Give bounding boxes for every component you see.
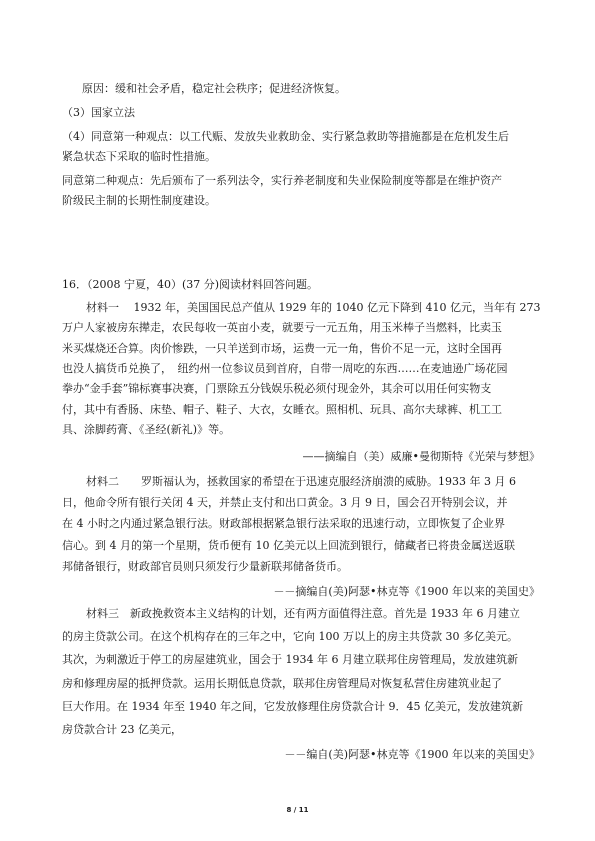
- paragraph-line: 邦储备银行，财政部官员则只须发行少量新联邦储备货币。: [62, 560, 348, 573]
- paragraph-line: 的房主贷款公司。在这个机构存在的三年之中，它向 100 万以上的房主共贷款 30 多亿美元。: [62, 630, 518, 643]
- question-title: 16．（2008 宁夏，40）(37 分)阅读材料回答问题。: [62, 278, 319, 291]
- answer-4-line4: 阶级民主制的长期性制度建设。: [62, 194, 216, 207]
- paragraph-line: 也没人搞货币兑换了， 纽约州一位参议员到首府，自带一周吃的东西……在麦迪逊广场花园: [62, 362, 508, 375]
- answer-4-line2: 紧急状态下采取的临时性措施。: [62, 150, 216, 163]
- answer-3: （3）国家立法: [62, 106, 135, 119]
- source-citation: －－编自(美)阿瑟•林克等《1900 年以来的美国史》: [284, 748, 540, 761]
- paragraph-line: 材料一 1932 年，美国国民总产值从 1929 年的 1040 亿元下降到 410 亿元，当年有 273: [86, 301, 541, 314]
- paragraph-line: 在 4 小时之内通过紧急银行法。财政部根据紧急银行法采取的迅速行动，立即恢复了企业界: [62, 517, 505, 530]
- paragraph-line: 具、涂脚药膏、《圣经(新礼)》等。: [62, 423, 231, 436]
- reason-line: 原因：缓和社会矛盾，稳定社会秩序；促进经济恢复。: [82, 82, 346, 95]
- paragraph-line: 付，其中有香肠、床垫、帽子、鞋子、大衣，女睡衣。照相机、玩具、高尔夫球裤、机工工: [62, 403, 502, 416]
- source-citation: ——摘编自（美）威廉•曼彻斯特《光荣与梦想》: [302, 450, 540, 463]
- answer-4-line3: 同意第二种观点：先后颁布了一系列法令，实行养老制度和失业保险制度等都是在维护资产: [62, 174, 502, 187]
- paragraph-line: 拳办“金手套”锦标赛事决赛，门票除五分钱娱乐税必须付现金外，其余可以用任何实物支: [62, 382, 492, 395]
- paragraph-line: 房贷款合计 23 亿美元，: [62, 723, 182, 736]
- paragraph-line: 其次，为刺激近于停工的房屋建筑业，国会于 1934 年 6 月建立联邦住房管理局，发放建筑新: [62, 653, 518, 666]
- paragraph-line: 米买煤烧还合算。肉价惨跌，一只羊送到市场，运费一元一角，售价不足一元，这时全国再: [62, 342, 502, 355]
- paragraph-line: 材料三 新政挽救资本主义结构的计划，还有两方面值得注意。首先是 1933 年 6 月建立: [86, 607, 520, 620]
- paragraph-line: 材料二 罗斯福认为，拯救国家的希望在于迅速克服经济崩溃的威胁。1933 年 3 月 6: [86, 475, 516, 488]
- paragraph-line: 信心。到 4 月的第一个星期，货币便有 10 亿美元以上回流到银行，储藏者已将贵金属送返联: [62, 539, 515, 552]
- paragraph-line: 日，他命令所有银行关闭 4 天，并禁止支付和出口黄金。3 月 9 日，国会召开特别会议，并: [62, 496, 508, 509]
- source-citation: －－摘编自(美)阿瑟•林克等《1900 年以来的美国史》: [273, 585, 540, 598]
- paragraph-line: 房和修理房屋的抵押贷款。运用长期低息贷款，联邦住房管理局对恢复私营住房建筑业起了: [62, 677, 502, 690]
- page-number: 8 / 11: [286, 806, 309, 814]
- paragraph-line: 巨大作用。在 1934 年至 1940 年之间，它发放修理住房贷款合计 9．45 亿美元，发放建筑新: [62, 700, 523, 713]
- answer-4-line1: （4）同意第一种观点：以工代赈、发放失业救助金、实行紧急救助等措施都是在危机发生后: [62, 130, 509, 143]
- paragraph-line: 万户人家被房东撵走，农民每收一英亩小麦，就要亏一元五角，用玉米棒子当燃料，比卖玉: [62, 321, 502, 334]
